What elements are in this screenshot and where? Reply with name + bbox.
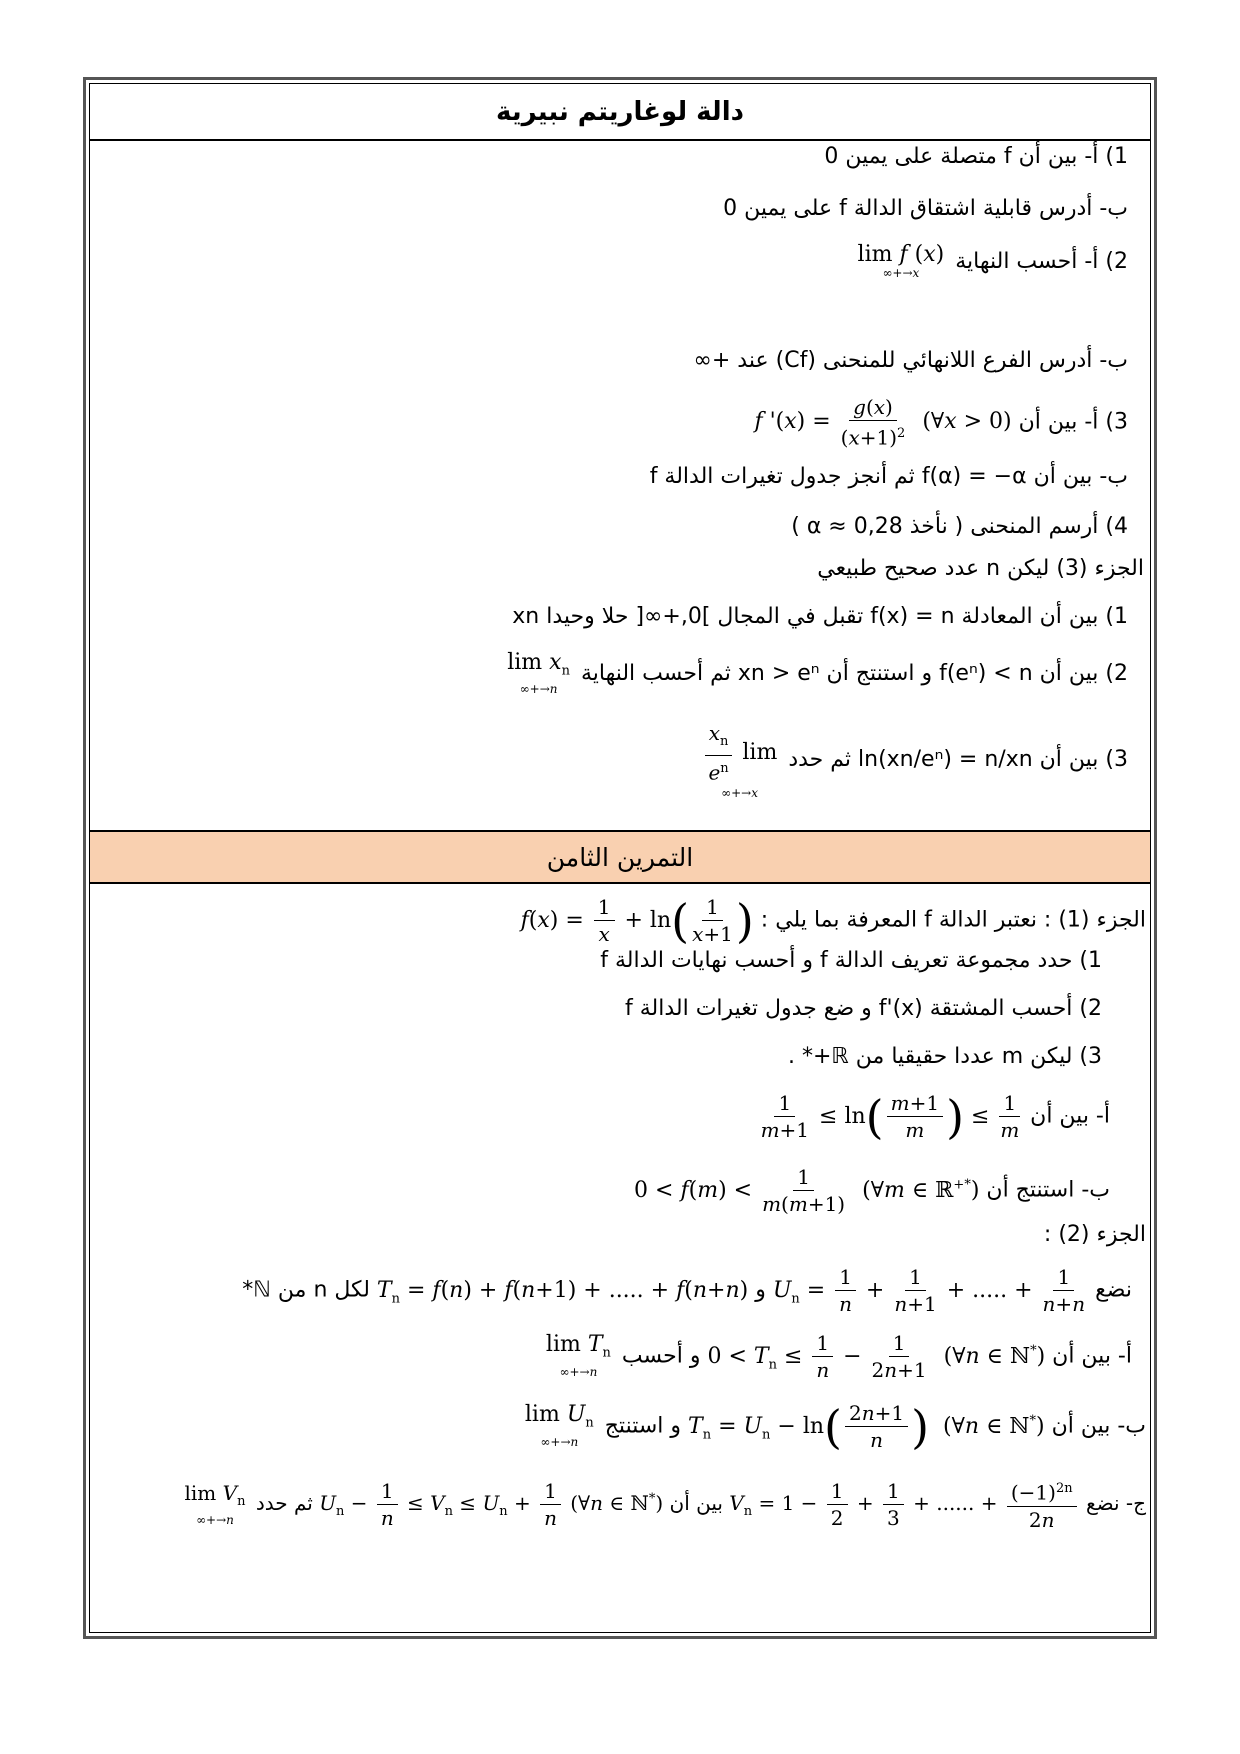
vn-definition: $V_n = 1$ − $\frac{1}{2}$ + $\frac{1}{3}$ + ...... + $\frac{(-1)^{2n}}{2n}$ xyxy=(729,1491,1079,1515)
derivative-formula: f '(x) = $\frac{g(x)}{(x+1)^2}$ (∀x > 0) xyxy=(754,395,1012,450)
ex8-q2: 2) أحسب المشتقة f'(x) و ضع جدول تغيرات الدالة f xyxy=(624,996,1102,1021)
ex8-q3b: ب- استنتج أن xyxy=(986,1177,1110,1203)
ex8-q3: 3) ليكن m عددا حقيقيا من ℝ+* . xyxy=(787,1044,1102,1069)
q3a: 3) أ- بين أن xyxy=(1018,409,1128,435)
ex8-q3b-line xyxy=(90,1164,1150,1217)
ex8-part1-header: الجزء (1) : نعتبر الدالة f المعرفة بما يلي : xyxy=(760,907,1146,933)
ex8-def-tail: لكل n من ℕ* xyxy=(242,1277,370,1303)
ex8-qc-line xyxy=(90,1476,1150,1533)
inequality-ln: $\frac{1}{m+1}$ ≤ ln( $\frac{m+1}{m}$ ) ≤ $\frac{1}{m}$ xyxy=(760,1089,1020,1144)
p3-q1: 1) بين أن المعادلة f(x) = n تقبل في المجال ]0,+∞[ حلا وحيدا xn xyxy=(512,604,1128,629)
q1b: ب- أدرس قابلية اشتقاق الدالة f على يمين 0 xyxy=(723,196,1128,221)
tn-un-relation: $T_n = U_n - \ln$( $\frac{2n+1}{n}$ ) (∀n ∈ ℕ*) xyxy=(688,1399,1045,1454)
ex8-qa-tail: و أحسب xyxy=(621,1343,701,1369)
ex8-qb: ب- بين أن xyxy=(1051,1413,1146,1439)
q4: 4) أرسم المنحنى ( نأخذ α ≈ 0,28 ) xyxy=(791,514,1128,539)
part3-header: الجزء (3) ليكن n عدد صحيح طبيعي xyxy=(817,556,1144,581)
page-frame xyxy=(83,77,1157,1639)
ex8-qa-line xyxy=(90,1330,1150,1383)
q2a: 2) أ- أحسب النهاية xyxy=(955,249,1128,274)
p3-q3: 3) بين أن ln(xn/eⁿ) = n/xn ثم حدد xyxy=(788,746,1128,772)
ex8-qb-tail: و استنتج xyxy=(604,1413,682,1439)
lim-xn: $\lim x_n$ n→+∞ xyxy=(507,650,570,697)
f-definition: f(x) = $\frac{1}{x}$ + ln( $\frac{1}{x+1}$ ) xyxy=(520,893,754,948)
ex8-qb-line xyxy=(90,1400,1150,1453)
ex8-part1-line xyxy=(90,894,1150,947)
page-title: دالة لوغاريتم نبيرية xyxy=(90,84,1150,141)
ex8-q3a: أ- بين أن xyxy=(1030,1103,1110,1129)
ex8-part2-header: الجزء (2) : xyxy=(1043,1222,1146,1247)
lim-fx: lim f (x) x→+∞ xyxy=(857,242,945,280)
ex8-def-line: نضع $U_n$ = $\frac{1}{n}$ + $\frac{1}{n+1}$ + ..... + $\frac{1}{n+n}$ و $T_n = f(n) + f(n+1)$ + ..... + f(n+n) لكل n من ℕ* xyxy=(242,1265,1132,1316)
lim-vn: $\lim V_n$ n→+∞ xyxy=(184,1480,246,1527)
q2a-line xyxy=(90,244,1150,280)
tn-definition: $T_n = f(n) + f(n+1)$ + ..... + f(n+n) xyxy=(376,1277,749,1306)
exercise-title: التمرين الثامن xyxy=(90,830,1150,884)
q3a-line xyxy=(90,394,1150,451)
lim-xn-en: lim $\frac{x_n}{e^n}$ x→+∞ xyxy=(702,720,778,800)
ex8-q1: 1) حدد مجموعة تعريف الدالة f و أحسب نهايات الدالة f xyxy=(600,948,1102,973)
ex8-qc-mid: بين أن xyxy=(669,1490,723,1515)
q2b: ب- أدرس الفرع اللانهائي للمنحنى (Cf) عند +∞ xyxy=(693,348,1128,373)
q3b: ب- بين أن f(α) = −α ثم أنجز جدول تغيرات الدالة f xyxy=(649,464,1128,489)
page-frame-inner xyxy=(89,83,1151,1633)
inequality-fm: 0 < f(m) < $\frac{1}{m(m+1)}$ (∀m ∈ ℝ+*) xyxy=(634,1165,980,1216)
p3-q2-line xyxy=(90,652,1150,696)
lim-un: $\lim U_n$ n→+∞ xyxy=(524,1402,594,1449)
ex8-qc-tail: ثم حدد xyxy=(255,1490,313,1515)
ex8-qc: ج- نضع xyxy=(1085,1490,1146,1515)
ex8-q3a-line xyxy=(90,1090,1150,1143)
p3-q3-line xyxy=(90,720,1150,800)
un-definition: $U_n$ = $\frac{1}{n}$ + $\frac{1}{n+1}$ + ..... + $\frac{1}{n+n}$ xyxy=(772,1265,1086,1316)
q1a: 1) أ- بين أن f متصلة على يمين 0 xyxy=(824,144,1128,169)
tn-inequality: $0 < T_n$ ≤ $\frac{1}{n}$ − $\frac{1}{2n+1}$ (∀n ∈ ℕ*) xyxy=(707,1331,1046,1382)
vn-inequality: $U_n$ − $\frac{1}{n}$ ≤ $V_n \le U_n$ + $\frac{1}{n}$ (∀n ∈ ℕ*) xyxy=(319,1478,664,1530)
ex8-def: نضع xyxy=(1095,1277,1132,1303)
p3-q2: 2) بين أن f(eⁿ) < n و استنتج أن xn > eⁿ ثم أحسب النهاية xyxy=(580,661,1128,687)
lim-tn: $\lim T_n$ n→+∞ xyxy=(545,1332,611,1379)
ex8-qa: أ- بين أن xyxy=(1052,1343,1132,1369)
